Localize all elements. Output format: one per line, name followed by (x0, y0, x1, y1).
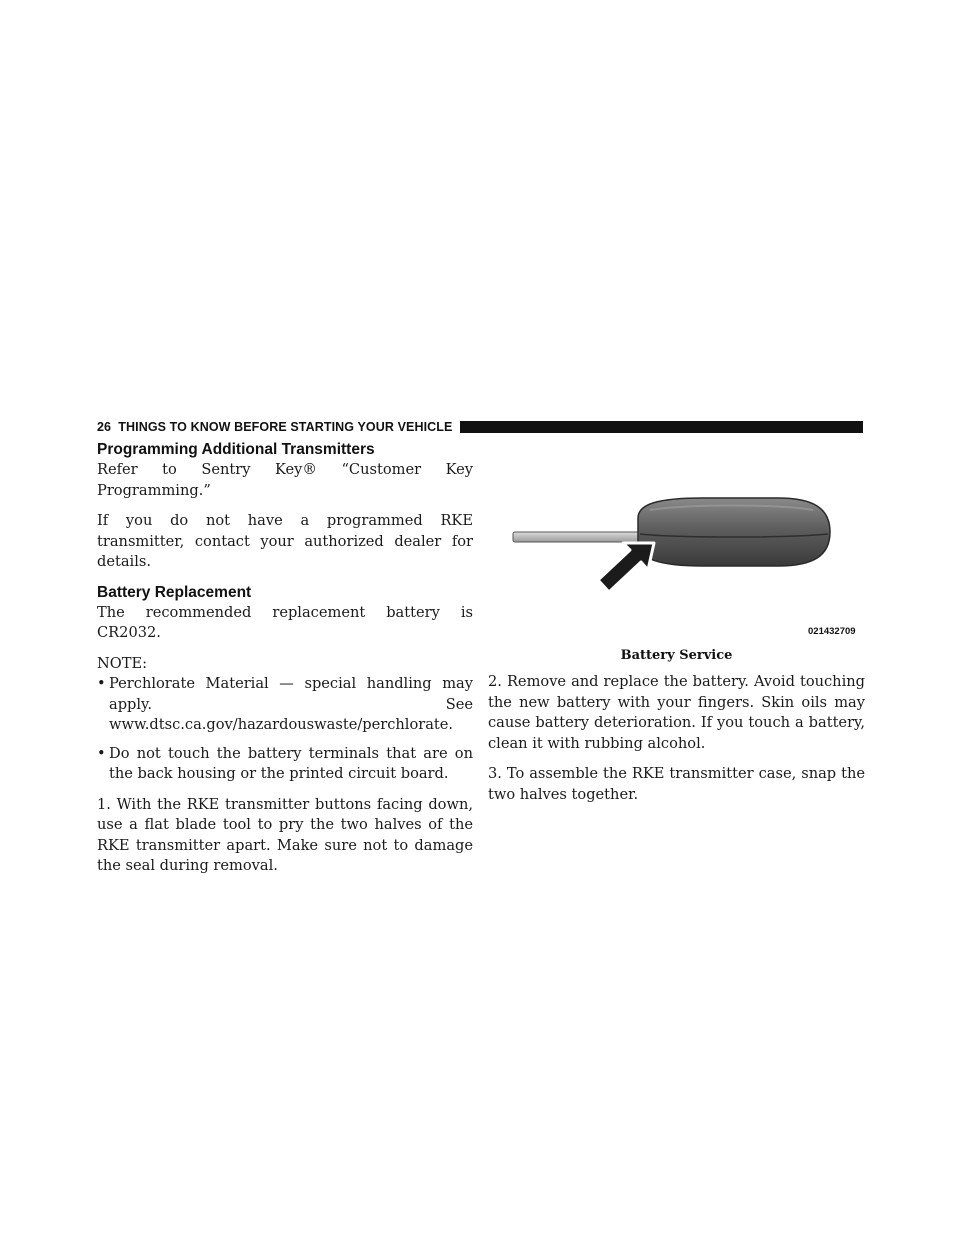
fob-body (638, 498, 830, 566)
header-rule (460, 421, 863, 433)
arrow-icon (598, 543, 654, 592)
page-number: 26 (97, 420, 112, 434)
left-column (97, 440, 473, 877)
figure-code: 021432709 (808, 626, 856, 637)
paragraph-step-3: 3. To assemble the RKE transmitter case, snap the two halves together. (488, 765, 865, 803)
bullet-text: Do not touch the battery terminals that are on the back housing or the printed circuit board. (109, 744, 473, 782)
figure-caption: Battery Service (620, 648, 733, 663)
heading-programming-transmitters: Programming Additional Transmitters (97, 441, 375, 458)
section-title: THINGS TO KNOW BEFORE STARTING YOUR VEHICLE (118, 420, 453, 434)
bullet-icon: • (97, 675, 106, 692)
bullet-text: Perchlorate Material — special handling may apply. See www.dtsc.ca.gov/hazardouswaste/perchlorate. (109, 675, 473, 733)
right-column (488, 643, 865, 805)
page-header-text (97, 420, 452, 434)
heading-battery-replacement: Battery Replacement (97, 583, 252, 601)
bullet-item (97, 674, 473, 736)
page-header (97, 418, 863, 436)
battery-service-figure (488, 446, 865, 642)
paragraph-contact-dealer: If you do not have a programmed RKE transmitter, contact your authorized dealer for details. (97, 512, 473, 570)
key-fob-illustration (488, 446, 865, 642)
bullet-item (97, 744, 473, 785)
paragraph-step-2: 2. Remove and replace the battery. Avoid touching the new battery with your fingers. Skin oils may cause battery deterioration. If you touch a battery, clean it with rubbing alcohol. (488, 673, 865, 752)
note-label: NOTE: (97, 654, 148, 672)
key-blade (513, 532, 645, 542)
bullet-icon: • (97, 744, 106, 762)
paragraph-step-1: 1. With the RKE transmitter buttons facing down, use a flat blade tool to pry the two halves of the RKE transmitter apart. Make sure not to damage the seal during removal. (97, 795, 473, 874)
paragraph-battery-type: The recommended replacement battery is CR2032. (97, 603, 473, 641)
paragraph-sentry-key: Refer to Sentry Key® “Customer Key Programming.” (97, 461, 473, 499)
